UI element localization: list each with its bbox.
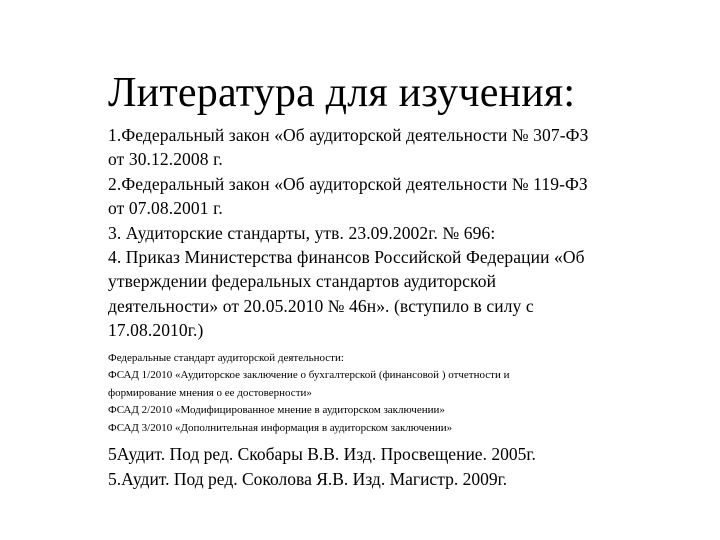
list-item-order-line2: утверждении федеральных стандартов аудиторской xyxy=(108,271,497,292)
list-item-law-119-line2: от 07.08.2001 г. xyxy=(108,198,223,219)
standard-fsad-1-line1: ФСАД 1/2010 «Аудиторское заключение о бухгалтерской (финансовой ) отчетности и xyxy=(108,369,510,382)
list-item-order-line4: 17.08.2010г.) xyxy=(108,320,204,341)
standard-fsad-1-line2: формирование мнения о ее достоверности» xyxy=(108,386,312,399)
list-item-order-line1: 4. Приказ Министерства финансов Российской Федерации «Об xyxy=(108,247,585,268)
list-item-order-line3: деятельности» от 20.05.2010 № 46н». (вступило в силу с xyxy=(108,295,534,316)
standard-fsad-2: ФСАД 2/2010 «Модифицированное мнение в аудиторском заключении» xyxy=(108,404,445,417)
standard-fsad-3: ФСАД 3/2010 «Дополнительная информация в аудиторском заключении» xyxy=(108,422,453,435)
standards-heading: Федеральные стандарт аудиторской деятельности: xyxy=(108,351,344,364)
books-block xyxy=(108,442,708,492)
list-item-audit-standards: 3. Аудиторские стандарты, утв. 23.09.2002г. № 696: xyxy=(108,222,496,243)
literature-list xyxy=(108,123,708,492)
book-sokolov: 5.Аудит. Под ред. Соколова Я.В. Изд. Магистр. 2009г. xyxy=(108,468,508,489)
list-item-law-307-line1: 1.Федеральный закон «Об аудиторской деятельности № 307-ФЗ xyxy=(108,125,589,145)
book-skobara: 5Аудит. Под ред. Скобары В.В. Изд. Просвещение. 2005г. xyxy=(108,443,536,464)
list-item-law-307-line2: от 30.12.2008 г. xyxy=(108,149,223,170)
list-item-law-119-line1: 2.Федеральный закон «Об аудиторской деятельности № 119-ФЗ xyxy=(108,173,588,194)
slide-title: Литература для изучения: xyxy=(108,70,576,116)
federal-standards-block xyxy=(108,350,708,438)
